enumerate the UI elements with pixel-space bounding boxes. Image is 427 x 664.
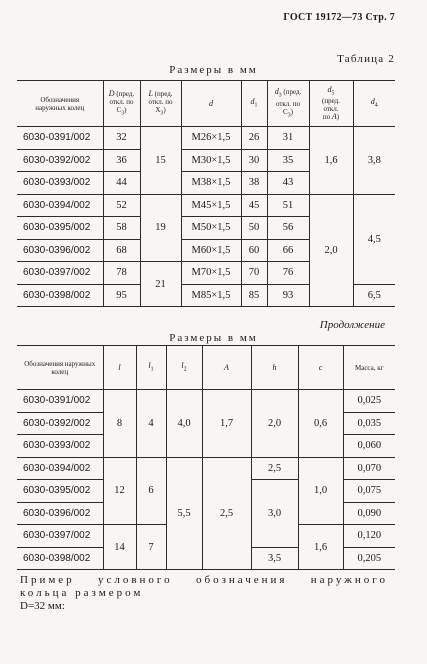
table-row: 6030-0395/002 3,0 0,075 xyxy=(17,480,395,503)
table-row: 6030-0397/002 14 7 1,6 0,120 xyxy=(17,525,395,548)
header-l2: $l_2$ xyxy=(166,346,202,390)
header-d5: $d_5$ (пред. откл. по A) xyxy=(309,81,353,127)
page-header: ГОСТ 19172—73 Стр. 7 xyxy=(283,12,395,23)
table1-dimensions xyxy=(17,80,395,307)
table-row: 6030-0392/002 0,035 xyxy=(17,412,395,435)
table-row: 6030-0398/002 95 M85×1,5 85 93 6,5 xyxy=(17,284,395,307)
table-row: 6030-0393/002 0,060 xyxy=(17,435,395,458)
example-line1: Пример условного обозначения наружного кольца размером xyxy=(20,574,388,599)
table-row: 6030-0394/002 52 19 M45×1,5 45 51 2,0 4,5 xyxy=(17,194,395,217)
table-row: 6030-0393/002 44 M38×1,5 38 43 xyxy=(17,172,395,195)
header-designation: Обозначения наружных колец xyxy=(17,346,103,390)
table2-header-row xyxy=(17,346,395,390)
table-row: 6030-0391/002 32 15 M26×1,5 26 31 1,6 3,8 xyxy=(17,127,395,150)
header-d3: $d_3$ (пред. откл. по $C_3$) xyxy=(267,81,309,127)
table2-caption: Размеры в мм xyxy=(169,332,258,344)
header-c: c xyxy=(298,346,343,390)
header-d4: $d_4$ xyxy=(353,81,395,127)
table-row: 6030-0396/002 0,090 xyxy=(17,502,395,525)
table1-caption: Размеры в мм xyxy=(169,64,258,76)
header-mass: Масса, кг xyxy=(343,346,395,390)
continuation-label: Продолжение xyxy=(319,319,385,331)
header-D: D (пред. откл. по $C_3$) xyxy=(103,81,140,127)
header-A: A xyxy=(202,346,251,390)
example-line2: D=32 мм: xyxy=(20,600,65,612)
header-d: d xyxy=(181,81,241,127)
table-row: 6030-0392/002 36 M30×1,5 30 35 xyxy=(17,149,395,172)
table-row: 6030-0397/002 78 21 M70×1,5 70 76 xyxy=(17,262,395,285)
table-label: Таблица 2 xyxy=(337,53,395,65)
table-row: 6030-0391/002 8 4 4,0 1,7 2,0 0,6 0,025 xyxy=(17,390,395,413)
table-row: 6030-0396/002 68 M60×1,5 60 66 xyxy=(17,239,395,262)
table-row: 6030-0394/002 12 6 5,5 2,5 2,5 1,0 0,070 xyxy=(17,457,395,480)
header-L: L (пред. откл. по $X_3$) xyxy=(140,81,181,127)
header-h: h xyxy=(251,346,298,390)
header-l: l xyxy=(103,346,136,390)
designation-example xyxy=(20,574,388,613)
header-l1: $l_1$ xyxy=(136,346,166,390)
table1-header-row xyxy=(17,81,395,127)
header-d1: $d_1$ xyxy=(241,81,267,127)
table-row: 6030-0395/002 58 M50×1,5 50 56 xyxy=(17,217,395,240)
header-designation: Обозначения наружных колец xyxy=(17,81,103,127)
table2-dimensions xyxy=(17,345,395,570)
table-row: 6030-0398/002 3,5 0,205 xyxy=(17,547,395,570)
